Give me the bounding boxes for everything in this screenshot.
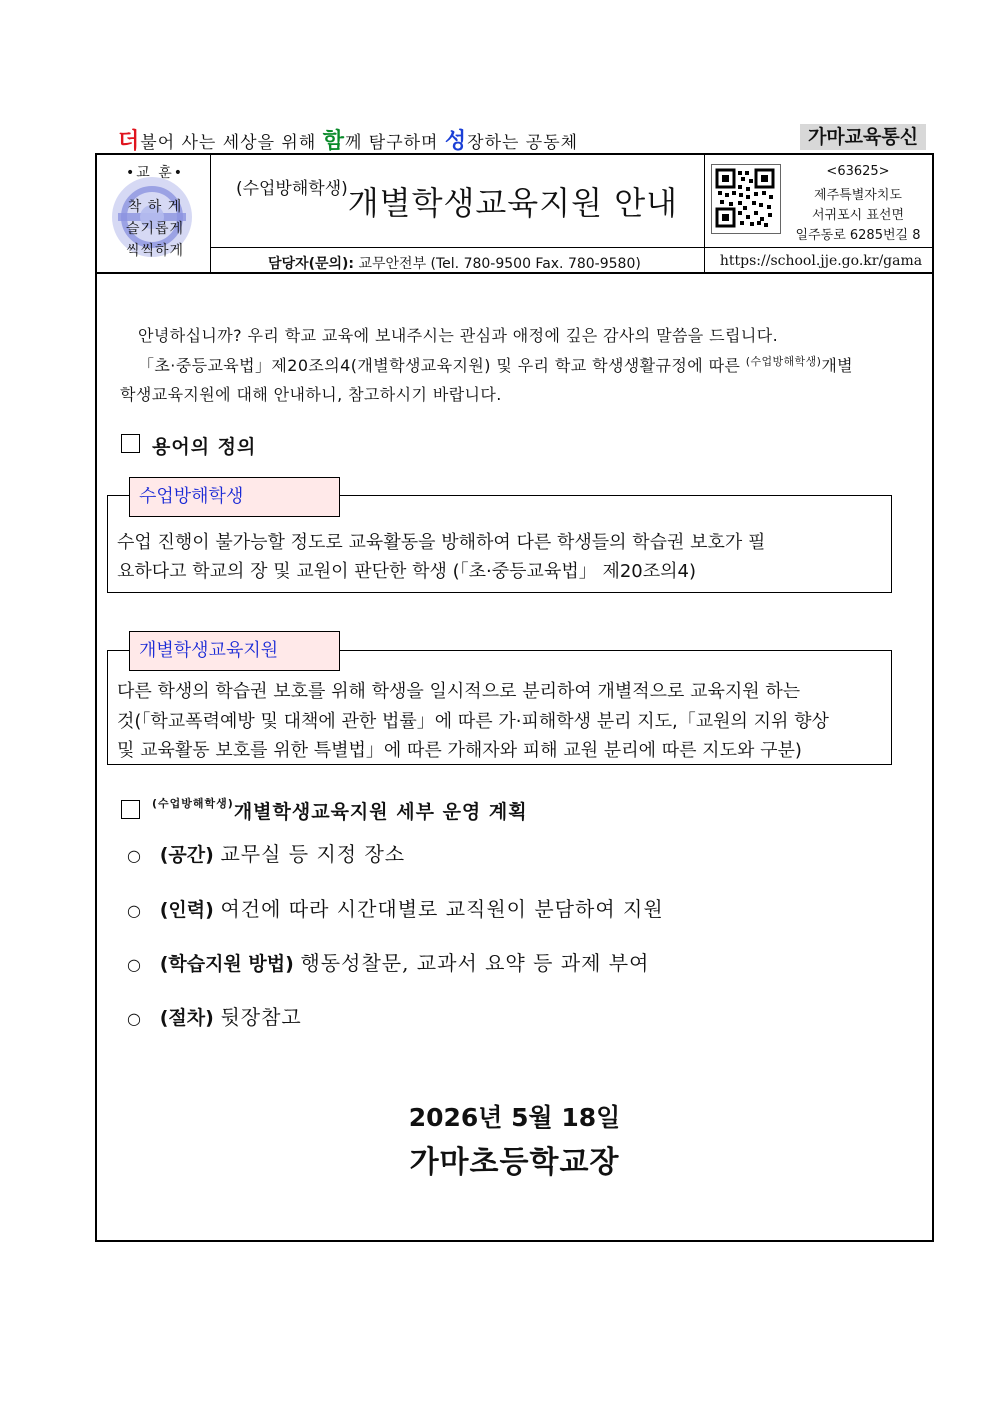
intro-text: 「초·중등교육법」제20조의4(개별학생교육지원) 및 우리 학교 학생생활규정에 따른 (138, 356, 746, 375)
plan-item-value: 교무실 등 지정 장소 (220, 842, 406, 866)
definition-text: 것(「학교폭력예방 및 대책에 관한 법률」에 따른 가·피해학생 분리 지도,「교원의 지위 향상 (117, 711, 829, 732)
plan-item-key: (학습지원 방법) (159, 953, 294, 975)
section-checkbox-icon (121, 800, 140, 819)
address-line: 서귀포시 표선면 (811, 208, 905, 223)
school-slogan (118, 124, 578, 155)
title-main: 개별학생교육지원 안내 (347, 184, 679, 222)
plan-heading-prefix: (수업방해학생) (152, 797, 234, 810)
motto-title: •교 훈• (125, 165, 184, 181)
title-prefix: (수업방해학생) (235, 179, 348, 199)
plan-item-value: 행동성찰문, 교과서 요약 등 과제 부여 (300, 951, 650, 975)
plan-heading-text: 개별학생교육지원 세부 운영 계획 (233, 801, 528, 823)
intro-superscript: (수업방해학생) (745, 355, 822, 368)
definition-text: 및 교육활동 보호를 위한 특별법」에 따른 가해자와 피해 교원 분리에 따른 지도와 구분) (117, 740, 802, 761)
plan-heading (152, 797, 528, 824)
address-url-divider (705, 247, 934, 248)
intro-line: 학생교육지원에 대해 안내하니, 참고하시기 바랍니다. (120, 385, 502, 404)
intro-line: 안녕하십니까? 우리 학교 교육에 보내주시는 관심과 애정에 깊은 감사의 말씀을 드립니다. (138, 326, 779, 345)
motto-line: 착 하 게 (127, 199, 183, 215)
address-divider (704, 155, 705, 273)
qr-code-icon[interactable] (711, 164, 781, 234)
plan-item (127, 1001, 302, 1030)
bullet-icon: ○ (127, 846, 141, 865)
plan-item-value: 여건에 따라 시간대별로 교직원이 분담하여 지원 (220, 897, 664, 921)
definition-text: 요하다고 학교의 장 및 교원이 판단한 학생 (「초·중등교육법」 제20조의4) (117, 561, 696, 582)
document-title (212, 178, 702, 224)
motto-line: 씩씩하게 (125, 243, 185, 259)
definition-text: 수업 진행이 불가능할 정도로 교육활동을 방해하여 다른 학생들의 학습권 보호가 필 (117, 532, 766, 553)
bullet-icon: ○ (127, 901, 141, 920)
slogan-part: 불어 사는 세상을 위해 (140, 133, 323, 153)
section-checkbox-icon (121, 434, 140, 453)
slogan-part: 께 탐구하며 (344, 133, 445, 153)
contact-text: 교무안전부 (Tel. 780-9500 Fax. 780-9580) (358, 256, 641, 272)
address-postcode: <63625> (826, 164, 890, 179)
motto-divider (210, 155, 211, 273)
intro-line (138, 353, 853, 376)
contact-label: 담당자(문의): (268, 256, 355, 272)
bullet-icon: ○ (127, 955, 141, 974)
plan-item (127, 838, 405, 867)
definition-tag: 수업방해학생 (129, 477, 340, 517)
slogan-part: 성 (444, 129, 468, 154)
slogan-part: 더 (118, 129, 141, 154)
slogan-part: 장하는 공동체 (467, 133, 579, 153)
definition-tag: 개별학생교육지원 (129, 631, 340, 671)
plan-item (127, 893, 664, 922)
school-url-link[interactable]: https://school.jje.go.kr/gama (719, 253, 923, 269)
newsletter-label: 가마교육통신 (800, 124, 926, 150)
slogan-part: 함 (322, 129, 345, 154)
contact-info (268, 253, 641, 273)
header-divider (211, 247, 704, 248)
issuer-name: 가마초등학교장 (409, 1145, 620, 1180)
bullet-icon: ○ (127, 1009, 141, 1028)
motto-line: 슬기롭게 (125, 221, 185, 237)
intro-text: 개별 (821, 356, 854, 375)
plan-item-key: (공간) (159, 844, 214, 866)
address-line: 제주특별자치도 (814, 188, 902, 203)
definition-text: 다른 학생의 학습권 보호를 위해 학생을 일시적으로 분리하여 개별적으로 교육지원 하는 (117, 681, 801, 702)
plan-item-key: (절차) (159, 1007, 214, 1029)
plan-item-key: (인력) (159, 899, 214, 921)
address-line: 일주동로 6285번길 8 (795, 228, 921, 243)
definitions-heading: 용어의 정의 (152, 436, 257, 458)
plan-item (127, 947, 649, 976)
issue-date: 2026년 5월 18일 (408, 1103, 621, 1132)
plan-item-value: 뒷장참고 (220, 1005, 302, 1029)
